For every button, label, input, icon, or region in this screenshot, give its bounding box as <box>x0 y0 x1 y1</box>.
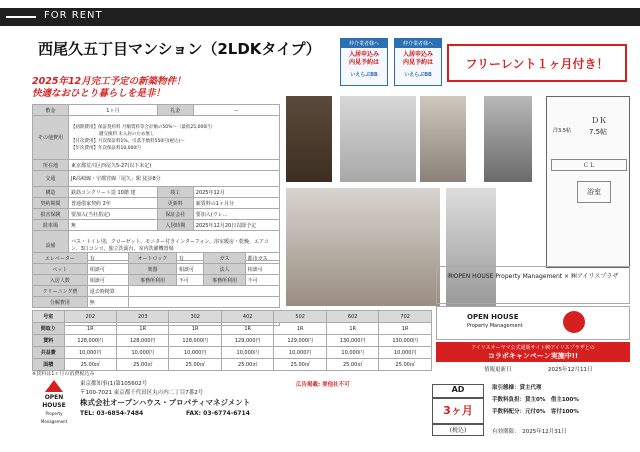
cond-label: オートロック <box>129 253 177 264</box>
rooms-header: 号室 <box>33 311 65 323</box>
cond-label: 分解費用 <box>33 297 88 308</box>
rooms-header: 203 <box>116 311 168 323</box>
catch-line-2: 快適なおひとり暮らしを是非！ <box>32 88 166 99</box>
logo-line: Management <box>40 419 68 424</box>
contract-label: 契約期間 <box>33 198 69 209</box>
cell: 25.00㎡ <box>326 359 378 371</box>
cond-value: 無 <box>87 297 128 308</box>
cond-value: 都市ガス <box>245 253 279 264</box>
promo-line2: 内見予約は <box>348 59 379 66</box>
cell: 129,000円 <box>221 335 273 347</box>
parking-label: 駐車場 <box>33 220 69 231</box>
promo-badge-left[interactable] <box>340 38 388 86</box>
catch-line-1: 2025年12月完工予定の新築物件！ <box>32 76 186 87</box>
guarantee-value: 要加入(ウレ... <box>193 209 279 220</box>
promo-head: 仲介業者様へ <box>341 39 387 48</box>
cell: 1R <box>221 323 273 335</box>
promo-brand: いえらぶBB <box>350 72 378 78</box>
footer-license: 東京都知事(1)第105602号 <box>80 381 148 387</box>
header-label: FOR RENT <box>44 10 103 21</box>
logo-line: OPEN <box>44 394 64 401</box>
expiry-date: 有効期限： 2025年12月31日 <box>492 429 567 435</box>
deposit-value: 1ヶ月 <box>69 105 158 116</box>
tax-note: ※賃料は1ヶ月の消費税込み <box>32 371 95 377</box>
cond-value: 相談可 <box>176 264 203 275</box>
contract-value: 普通借家契約 2年 <box>69 198 158 209</box>
cell: 10,000円 <box>169 347 221 359</box>
row-label: 共益費 <box>33 347 65 359</box>
cell: 1R <box>274 323 326 335</box>
open-house-logo-sub: Property Management <box>467 323 523 329</box>
cell: 25.00㎡ <box>169 359 221 371</box>
cond-value: 相談可 <box>245 264 279 275</box>
address-value: 東京都荒川区西尾久5-27(以下未定) <box>69 160 280 171</box>
info-date: 2025年12月11日 <box>548 367 593 373</box>
house-icon <box>45 380 63 392</box>
ad-value: 3ヶ月 <box>432 398 484 424</box>
deposit-label: 敷金 <box>33 105 69 116</box>
promo-line1: 入居申込み <box>402 51 433 58</box>
table-row <box>33 323 432 335</box>
cell: 10,000円 <box>326 347 378 359</box>
parking-value: 無 <box>69 220 158 231</box>
iris-logo-icon <box>563 311 585 333</box>
photo-living <box>286 188 440 306</box>
cell: 25.00㎡ <box>221 359 273 371</box>
cell: 1R <box>64 323 116 335</box>
footer-fax: FAX: 03-6774-6714 <box>186 410 250 417</box>
floorplan-dk-size: 7.5帖 <box>589 128 608 136</box>
cell: 10,000円 <box>221 347 273 359</box>
cond-label: 入居人数 <box>33 275 88 286</box>
cond-value: 相談可 <box>87 264 128 275</box>
cond-blank <box>129 286 280 297</box>
promo-line1: 入居申込み <box>348 51 379 58</box>
catch-copy <box>32 76 186 100</box>
cond-value: 有 <box>176 253 203 264</box>
info-date-label: 情報更新日 <box>484 367 512 373</box>
cond-value: 不可 <box>245 275 279 286</box>
open-house-logo-text: OPEN HOUSE <box>467 313 519 321</box>
cell: 10,000円 <box>64 347 116 359</box>
cell: 1R <box>116 323 168 335</box>
cell: 25.00㎡ <box>379 359 432 371</box>
other-fee-line: 【年次費用】年次保証料10,000円 <box>71 145 141 151</box>
rooms-header: 602 <box>326 311 378 323</box>
table-row <box>33 347 432 359</box>
address-label: 所在地 <box>33 160 69 171</box>
cond-label: エレベーター <box>33 253 88 264</box>
logo-line: HOUSE <box>42 402 66 409</box>
floorplan-western: 洋3.5帖 <box>553 128 571 134</box>
floorplan <box>546 96 630 268</box>
cell: 128,000円 <box>169 335 221 347</box>
ad-tax: (税込) <box>432 424 484 436</box>
cond-label: 事務所利用 <box>129 275 177 286</box>
term-line: 取引態様：貸主代理 <box>492 385 542 391</box>
spec-table <box>32 104 280 261</box>
promo-badge-right[interactable] <box>394 38 442 86</box>
free-rent-banner: フリーレント１ヶ月付き！ <box>447 44 627 82</box>
cell: 130,000円 <box>326 335 378 347</box>
footer-address: 〒100-7021 東京都千代田区丸の内二丁目7番2号 <box>80 390 204 396</box>
cell: 25.00㎡ <box>64 359 116 371</box>
cell: 130,000円 <box>379 335 432 347</box>
campaign-banner-line1: アイリスオーヤマ公式通販サイト㈱アイリスプラザとの <box>471 345 595 351</box>
cell: 25.00㎡ <box>116 359 168 371</box>
move-in-label: 入居時期 <box>157 220 193 231</box>
collab-caption: ㈱OPEN HOUSE Property Management × ㈱アイリスプラザ <box>436 266 630 304</box>
table-row <box>33 359 432 371</box>
rooms-header: 302 <box>169 311 221 323</box>
conditions-table <box>32 252 280 308</box>
guarantee-label: 保証会社 <box>157 209 193 220</box>
row-label: 間取り <box>33 323 65 335</box>
term-line: 手数料配分：元付0% 客付100% <box>492 409 579 415</box>
campaign-banner-line2: コラボキャンペーン実施中!! <box>487 352 579 360</box>
transport-label: 交通 <box>33 171 69 187</box>
floorplan-closet: ＣＬ <box>551 159 627 171</box>
built-value: 2025年12月 <box>193 187 279 198</box>
cond-label: 法人 <box>204 264 245 275</box>
campaign-banner <box>436 342 630 362</box>
promo-brand: いえらぶBB <box>404 72 432 78</box>
insurance-label: 損害保険 <box>33 209 69 220</box>
cond-label: 楽器 <box>129 264 177 275</box>
campaign-logos <box>436 306 630 340</box>
cell: 25.00㎡ <box>274 359 326 371</box>
rooms-header: 202 <box>64 311 116 323</box>
equipment-value: バス・トイレ別、クローゼット、モニター付きインターフォン、浴室暖房・乾燥、エアコン、3口コンロ、独立洗面台、室内洗濯機置場 <box>69 231 280 261</box>
equipment-label: 設備 <box>33 231 69 261</box>
promo-line2: 内見予約は <box>402 59 433 66</box>
structure-label: 構造 <box>33 187 69 198</box>
cell: 128,000円 <box>64 335 116 347</box>
cond-blank <box>129 297 280 308</box>
built-label: 竣工 <box>157 187 193 198</box>
footer-company: 株式会社オープンハウス・プロパティマネジメント <box>80 398 251 407</box>
rooms-header: 402 <box>221 311 273 323</box>
floorplan-bath: 浴室 <box>577 181 611 203</box>
rooms-header: 502 <box>274 311 326 323</box>
row-label: 面積 <box>33 359 65 371</box>
cond-value: 不可 <box>176 275 203 286</box>
key-money-value: ー <box>193 105 279 116</box>
insurance-value: 要加入(当社指定) <box>69 209 158 220</box>
footer-tel: TEL: 03-6854-7484 <box>80 410 144 417</box>
footer-logo <box>34 380 74 434</box>
header-decoration <box>6 16 36 18</box>
floorplan-dk: ＤＫ <box>591 116 607 125</box>
cond-value: 相談可 <box>87 275 128 286</box>
page-title: 西尾久五丁目マンション（2LDKタイプ） <box>38 40 321 58</box>
cond-value: 退去時精算 <box>87 286 128 297</box>
other-fee-line: 鍵交換料 未入居のため無し <box>99 131 155 137</box>
other-fees-label: その他費用 <box>33 116 69 160</box>
transport-value: JR高崎線・宇都宮線「尾久」駅 徒歩8分 <box>69 171 280 187</box>
table-row <box>33 335 432 347</box>
logo-line: Property <box>45 411 63 416</box>
cell: 128,000円 <box>116 335 168 347</box>
cell: 1R <box>379 323 432 335</box>
cond-label: ペット <box>33 264 88 275</box>
other-fee-line: 【初期費用】保証契約料 月額賃料等合計額の50%～（最低25,000円） <box>71 124 216 130</box>
other-fees-value <box>69 116 280 160</box>
ad-label: AD <box>432 384 484 398</box>
cell: 129,000円 <box>274 335 326 347</box>
other-fee-line: 【月次費用】月次保証料1%、引落手数料550円(税込)～ <box>71 138 185 144</box>
promo-head: 仲介業者様へ <box>395 39 441 48</box>
cell: 10,000円 <box>274 347 326 359</box>
cond-label: ガス <box>204 253 245 264</box>
photo-kitchen <box>420 96 466 182</box>
cell: 1R <box>326 323 378 335</box>
structure-value: 鉄筋コンクリート造 10階 建 <box>69 187 158 198</box>
cell: 10,000円 <box>116 347 168 359</box>
renewal-value: 新賃料の1ヶ月分 <box>193 198 279 209</box>
photo-entrance <box>286 96 332 182</box>
cond-label: クリーニング費 <box>33 286 88 297</box>
rooms-table <box>32 310 432 371</box>
cell: 1R <box>169 323 221 335</box>
renewal-label: 更新料 <box>157 198 193 209</box>
cond-label: 事務所利用 <box>204 275 245 286</box>
photo-exterior <box>484 96 532 182</box>
ad-warning: 広告掲載: 要他社不可 <box>296 382 350 388</box>
term-line: 手数料負担：貸主0% 借主100% <box>492 397 579 403</box>
row-label: 賃料 <box>33 335 65 347</box>
rooms-header: 702 <box>379 311 432 323</box>
cell: 10,000円 <box>379 347 432 359</box>
photo-bathroom <box>340 96 416 182</box>
move-in-value: 2025年12月20日以降予定 <box>193 220 279 231</box>
cond-value: 有 <box>87 253 128 264</box>
key-money-label: 礼金 <box>157 105 193 116</box>
